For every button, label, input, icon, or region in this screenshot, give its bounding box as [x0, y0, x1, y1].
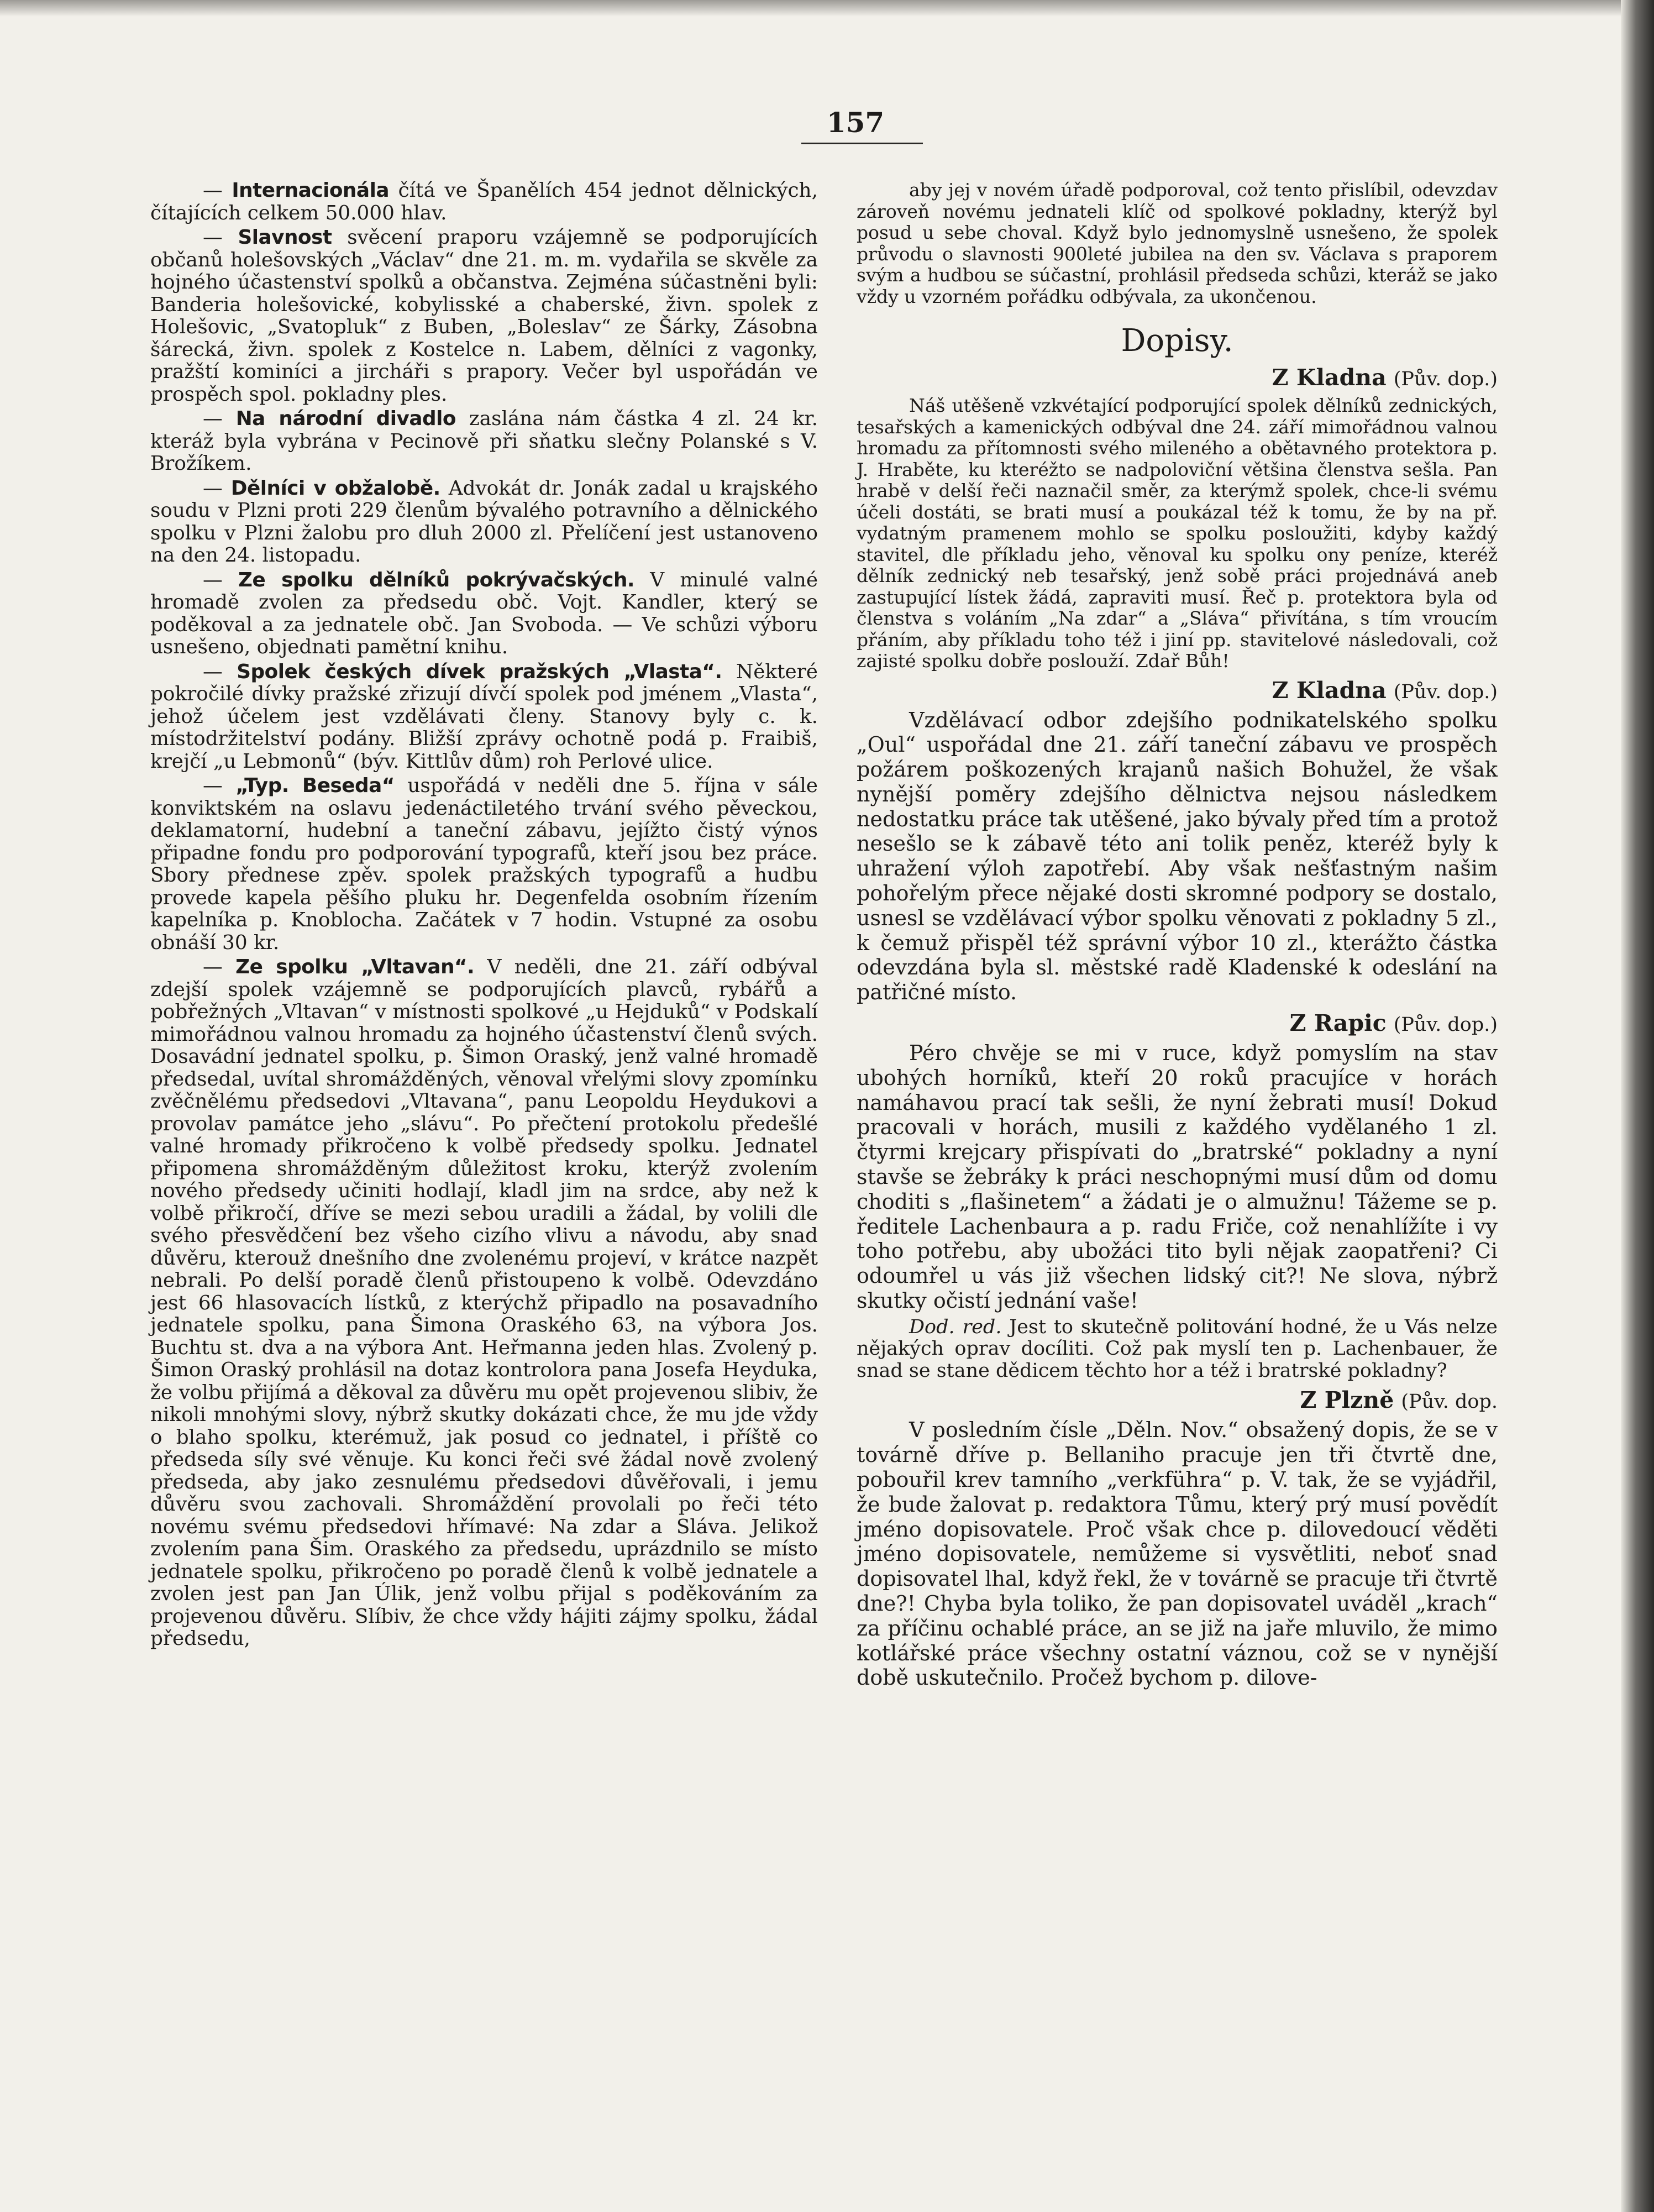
news-body: uspořádá v neděli dne 5. října v sále konviktském na oslavu jedenáctiletého trvání svého pěveckou, deklamatorní, hudební a taneční zábavu, jejížto čistý výnos připadne fondu pro podporování typografů, kteří jsou bez práce. Sbory přednese zpěv. spolek pražských typografů a hudbu provede kapela pěšího pluku hr. Degenfelda osobním řízením kapelníka p. Knoblocha. Začátek v 7 hodin. Vstupné za osobu obnáší 30 kr. — [150, 774, 818, 954]
news-item-internacionala: — Internacionála čítá ve Španělích 454 jednot dělnických, čítajících celkem 50.000 hlav. — [150, 179, 818, 224]
letter-tag: (Pův. dop.) — [1393, 368, 1498, 390]
news-lead: „Typ. Beseda“ — [235, 774, 395, 797]
section-heading-dopisy: Dopisy. — [1121, 323, 1233, 359]
news-lead: Slavnost — [238, 226, 332, 249]
news-item-pokryvaci: — Ze spolku dělníků pokrývačských. V minulé valné hromadě zvolen za předsedu obč. Vojt. Kandler, který se poděkoval a za jednatele obč. Jan Svoboda. — Ve schůzi výboru usnešeno, objednati pamětní knihu. — [150, 568, 818, 658]
news-body: Některé pokročilé dívky pražské zřizují dívčí spolek pod jménem „Vlasta“, jehož účelem jest vzdělávati členy. Stanovy byly c. k. místodržitelství podány. Bližší zprávy ochotně podá p. Fraibiš, krejčí „u Lebmonů“ (býv. Kittlův dům) roh Perlové ulice. — [150, 660, 818, 773]
letter-tag: (Pův. dop.) — [1393, 680, 1498, 703]
news-body: Advokát dr. Jonák zadal u krajského soudu v Plzni proti 229 členům bývalého potravního a dělnického spolku v Plzni žalobu pro dluh 2000 zl. Přelíčení jest ustanoveno na den 24. listopadu. — [150, 476, 818, 567]
news-lead: Spolek českých dívek pražských „Vlasta“. — [237, 660, 722, 683]
news-lead: Dělníci v obžalobě. — [230, 476, 440, 500]
editorial-note — [857, 1317, 1498, 1382]
news-lead: Na národní divadlo — [235, 407, 456, 430]
note-label: Dod. red. — [909, 1315, 1002, 1338]
letter-place: Z Kladna — [1272, 677, 1387, 704]
letter-paragraph: Péro chvěje se mi v ruce, když pomyslím na stav ubohých horníků, kteří 20 roků pracujíce v horách namáhavou prací tak sešli, že nyní žebrati musí! Dokud pracovali v horách, musili z každého vydělaného 1 zl. čtyrmi krejcary přispívati do „bratrské“ pokladny a nyní stavše se žebráky k práci neschopnými musí dům od domu choditi s „flašinetem“ a žádati je o almužnu! Tážeme se p. ředitele Lachenbaura a p. radu Friče, což nenahlížíte i vy toho potřebu, aby ubožáci tito byli nějak zaopatřeni? Ci odoumřel u vás již všechen lidský cit?! Ne slova, nýbrž skutky očistí jednání vaše! — [857, 1041, 1498, 1313]
letter-place: Z Kladna — [1272, 364, 1387, 391]
news-item-vltavan: — Ze spolku „Vltavan“. V neděli, dne 21. září odbýval zdejší spolek vzájemně se podporujících plavců, rybářů a pobřežných „Vltavan“ v místnosti spolkové „u Hejduků“ v Podskalí mimořádnou valnou hromadu za hojného účastenství členů svých. Dosavádní jednatel spolku, p. Šimon Oraský, jenž valné hromadě předsedal, uvítal shromážděných, věnoval vřelými slovy zpomínku zvěčnělému předsedovi „Vltavana“, panu Leopoldu Heydukovi a provolav památce jeho „slávu“. Po přečtení protokolu předešlé valné hromady přikročeno k volbě předsedy spolku. Jednatel připomena shromážděným důležitost kroku, kterýž zvolením nového předsedy učiniti hodlají, kladl jim na srdce, aby než k volbě přikročí, dříve se mezi sebou uradili a žádal, by volili dle svého přesvědčení bez všeho cizího vlivu a návodu, aby snad důvěru, kterouž dnešního dne zvolenému projeví, v krátce nazpět nebrali. Po delší poradě členů přistoupeno k volbě. Odevzdáno jest 66 hlasovacích lístků, z kterýchž připadlo na posavadního jednatele spolku, pana Šimona Oraského 63, na výbora Jos. Buchtu st. dva a na výbora Ant. Heřmanna jeden hlas. Zvolený p. Šimon Oraský prohlásil na dotaz kontrolora pana Josefa Heyduka, že volbu přijímá a děkoval za důvěru mu opět projevenou slibiv, že nikoli mnohými slovy, nýbrž skutky dokázati chce, že mu jde vždy o blaho spolku, kterémuž, jak posud co jednatel, i příště co předseda síly své věnuje. Ku konci řeči své žádal nově zvolený předseda, aby jako zesnulému předsedovi důvěřovali, i jemu důvěru svou zachovali. Shromáždění provolali po řeči této novému svému předsedovi hřímavé: Na zdar a Sláva. Jelikož zvolením pana Šim. Oraského za předsedu, uprázdnilo se místo jednatele spolku, přikročeno po poradě členů k volbě jednatele a zvolen jest pan Jan Úlik, jenž volbu přijal s poděkováním za projevenou důvěru. Slíbiv, že chce vždy hájiti zájmy spolku, žádal předsedu, — [150, 956, 818, 1650]
letter-paragraph: Vzdělávací odbor zdejšího podnikatelského spolku „Oul“ uspořádal dne 21. září taneční zábavu ve prospěch požárem poškozených krajanů našich Bohužel, že však nynější poměry zdejšího dělnictva nejsou následkem nedostatku práce tak utěšené, jako bývaly před tím a protož nesešlo se k zábavě této ani tolik peněz, kteréž byly k uhražení výloh zapotřebí. Aby však nešťastným našim pohořelým přece nějaké dosti skromné podpory se dostalo, usnesl se vzdělávací výbor spolku věnovati z pokladny 5 zl., k čemuž přispěl též správní výbor 10 zl., kterážto částka odevzdána byla sl. městské radě Kladenské k odeslání na patřičné místo. — [857, 707, 1498, 1005]
news-body: V neděli, dne 21. září odbýval zdejší spolek vzájemně se podporujících plavců, rybářů a pobřežných „Vltavan“ v místnosti spolkové „u Hejduků“ v Podskalí mimořádnou valnou hromadu za hojného účastenství členů svých. Dosavádní jednatel spolku, p. Šimon Oraský, jenž valné hromadě předsedal, uvítal shromážděných, věnoval vřelými slovy zpomínku zvěčnělému předsedovi „Vltavana“, panu Leopoldu Heydukovi a provolav památce jeho „slávu“. Po přečtení protokolu předešlé valné hromady přikročeno k volbě předsedy spolku. Jednatel připomena shromážděným důležitost kroku, kterýž zvolením nového předsedy učiniti hodlají, kladl jim na srdce, aby než k volbě přikročí, dříve se mezi sebou uradili a žádal, by volili dle svého přesvědčení bez všeho cizího vlivu a návodu, aby snad důvěru, kterouž dnešního dne zvolenému projeví, v krátce nazpět nebrali. Po delší poradě členů přistoupeno k volbě. Odevzdáno jest 66 hlasovacích lístků, z kterýchž připadlo na posavadního jednatele spolku, pana Šimona Oraského 63, na výbora Jos. Buchtu st. dva a na výbora Ant. Heřmanna jeden hlas. Zvolený p. Šimon Oraský prohlásil na dotaz kontrolora pana Josefa Heyduka, že volbu přijímá a děkoval za důvěru mu opět projevenou slibiv, že nikoli mnohými slovy, nýbrž skutky dokázati chce, že mu jde vždy o blaho spolku, kterémuž, jak posud co jednatel, i příště co předseda síly své věnuje. Ku konci řeči své žádal nově zvolený předseda, aby jako zesnulému předsedovi důvěřovali, i jemu důvěru svou zachovali. Shromáždění provolali po řeči této novému svému předsedovi hřímavé: Na zdar a Sláva. Jelikož zvolením pana Šim. Oraského za předsedu, uprázdnilo se místo jednatele spolku, přikročeno po poradě členů k volbě jednatele a zvolen jest pan Jan Úlik, jenž volbu přijal s poděkováním za projevenou důvěru. Slíbiv, že chce vždy hájiti zájmy spolku, žádal předsedu, — [150, 956, 818, 1650]
scan-right-edge — [1621, 0, 1654, 2212]
news-body: V minulé valné hromadě zvolen za předsedu obč. Vojt. Kandler, který se poděkoval a za jednatele obč. Jan Svoboda. — Ve schůzi výboru usnešeno, objednati pamětní knihu. — [150, 568, 818, 658]
page-number: 157 — [826, 106, 885, 139]
letter-heading-kladno-1 — [857, 364, 1498, 393]
letter-heading-plzen — [857, 1386, 1498, 1416]
letter-heading-kladno-2 — [857, 677, 1498, 706]
letter-paragraph: Náš utěšeně vzkvétající podporující spolek dělníků zednických, tesařských a kamenických odbýval dne 24. září mimořádnou valnou hromadu za přítomnosti svého mileného a obětavného protektora p. J. Hraběte, ku kteréžto se nadpoloviční většina členstva sešla. Pan hrabě v delší řeči naznačil směr, za kterýmž spolek, chce-li svému účeli dostáti, se brati musí a poukázal též k tomu, že by na př. vydatným pramenem mohlo se spolku posloužiti, kdyby každý stavitel, dle příkladu jeho, věnoval ku spolku ony peníze, kteréž dělník zednický neb tesařský, jenž sobě práci projednává aneb zastupující lístek žádá, zapraviti musí. Řeč p. protektora byla od členstva s voláním „Na zdar“ a „Sláva“ přivítána, s tím vroucím přáním, aby příkladu toho též i jiní pp. stavitelové následovali, což zajisté spolku dobře poslouží. Zdař Bůh! — [857, 395, 1498, 672]
news-item-vlasta: — Spolek českých dívek pražských „Vlasta“. Některé pokročilé dívky pražské zřizují dívčí spolek pod jménem „Vlasta“, jehož účelem jest vzdělávati členy. Stanovy byly c. k. místodržitelství podány. Bližší zprávy ochotně podá p. Fraibiš, krejčí „u Lebmonů“ (býv. Kittlův dům) roh Perlové ulice. — [150, 660, 818, 773]
letter-tag: (Pův. dop. — [1401, 1391, 1498, 1413]
news-body: čítá ve Španělích 454 jednot dělnických, čítajících celkem 50.000 hlav. — [150, 179, 818, 224]
news-item-typ-beseda: — „Typ. Beseda“ uspořádá v neděli dne 5. října v sále konviktském na oslavu jedenáctiletého trvání svého pěveckou, deklamatorní, hudební a taneční zábavu, jejížto čistý výnos připadne fondu pro podporování typografů, kteří jsou bez práce. Sbory přednese zpěv. spolek pražských typografů a hudbu provede kapela pěšího pluku hr. Degenfelda osobním řízením kapelníka p. Knoblocha. Začátek v 7 hodin. Vstupné za osobu obnáší 30 kr. — [150, 774, 818, 954]
news-lead: Internacionála — [232, 179, 389, 202]
news-item-narodni-divadlo: — Na národní divadlo zaslána nám částka 4 zl. 24 kr. kteráž byla vybrána v Pecinově při sňatku slečny Polanské s V. Brožíkem. — [150, 407, 818, 475]
news-body: zaslána nám částka 4 zl. 24 kr. kteráž byla vybrána v Pecinově při sňatku slečny Polanské s V. Brožíkem. — [150, 407, 818, 475]
page-number-rule — [801, 143, 923, 144]
note-body: Jest to skutečně politování hodné, že u Vás nelze nějakých oprav docíliti. Což pak myslí ten p. Lachenbauer, že snad se stane dědicem těchto hor a též i bratrské pokladny? — [857, 1315, 1498, 1382]
letter-place: Z Plzně — [1300, 1387, 1394, 1414]
news-item-slavnost: — Slavnost svěcení praporu vzájemně se podporujících občanů holešovských „Václav“ dne 21. m. m. vydařila se skvěle za hojného účastenství spolků a občanstva. Zejména súčastněni byli: Banderia holešovické, kobylisské a chaberské, živn. spolek z Holešovic, „Svatopluk“ z Buben, „Boleslav“ ze Šárky, Zásobna šárecká, živn. spolek z Kostelce n. Labem, dělníci z vagonky, pražští kominíci a jircháři s prapory. Večer byl uspořádán ve prospěch spol. pokladny ples. — [150, 226, 818, 406]
news-lead: Ze spolku dělníků pokrývačských. — [238, 568, 635, 591]
news-body: svěcení praporu vzájemně se podporujících občanů holešovských „Václav“ dne 21. m. m. vydařila se skvěle za hojného účastenství spolků a občanstva. Zejména súčastněni byli: Banderia holešovické, kobylisské a chaberské, živn. spolek z Holešovic, „Svatopluk“ z Buben, „Boleslav“ ze Šárky, Zásobna šárecká, živn. spolek z Kostelce n. Labem, dělníci z vagonky, pražští kominíci a jircháři s prapory. Večer byl uspořádán ve prospěch spol. pokladny ples. — [150, 226, 818, 406]
letter-place: Z Rapic — [1289, 1010, 1387, 1037]
letter-tag: (Pův. dop.) — [1393, 1014, 1498, 1036]
left-column — [150, 180, 818, 2136]
scan-top-edge — [0, 0, 1654, 17]
letter-paragraph: V posledním čísle „Děln. Nov.“ obsažený dopis, že se v továrně dříve p. Bellaniho pracuje jen tři čtvrtě dne, pobouřil krev tamního „verkführa“ p. V. tak, že se vyjádřil, že bude žalovat p. redaktora Tůmu, který prý musí povědít jméno dopisovatele. Proč však chce p. dilovedoucí věděti jméno dopisovatele, nemůžeme si vysvětliti, neboť snad dopisovatel lhal, když řekl, že v továrně se pracuje tři čtvrtě dne?! Chyba byla toliko, že pan dopisovatel uváděl „krach“ za příčinu ochablé práce, an se již na jaře mluvilo, že mimo kotlářské práce všechny ostatní váznou, což se v nynější době uskutečnilo. Pročež bychom p. dilove- — [857, 1418, 1498, 1690]
news-item-delnici-v-obzalobe: — Dělníci v obžalobě. Advokát dr. Jonák zadal u krajského soudu v Plzni proti 229 členům bývalého potravního a dělnického spolku v Plzni žalobu pro dluh 2000 zl. Přelíčení jest ustanoveno na den 24. listopadu. — [150, 476, 818, 567]
letter-heading-rapice — [857, 1009, 1498, 1039]
vltavan-continuation: aby jej v novém úřadě podporoval, což tento přislíbil, odevzdav zároveň novému jednateli klíč od spolkové pokladny, kterýž byl posud u sebe choval. Když bylo jednomyslně usnešeno, že spolek průvodu o slavnosti 900leté jubilea na den sv. Václava s praporem svým a hudbou se súčastní, prohlásil předseda schůzi, kteráž se jako vždy u vzorném pořádku odbývala, za ukončenou. — [857, 179, 1498, 307]
news-lead: Ze spolku „Vltavan“. — [235, 956, 475, 978]
right-column — [857, 180, 1498, 2136]
